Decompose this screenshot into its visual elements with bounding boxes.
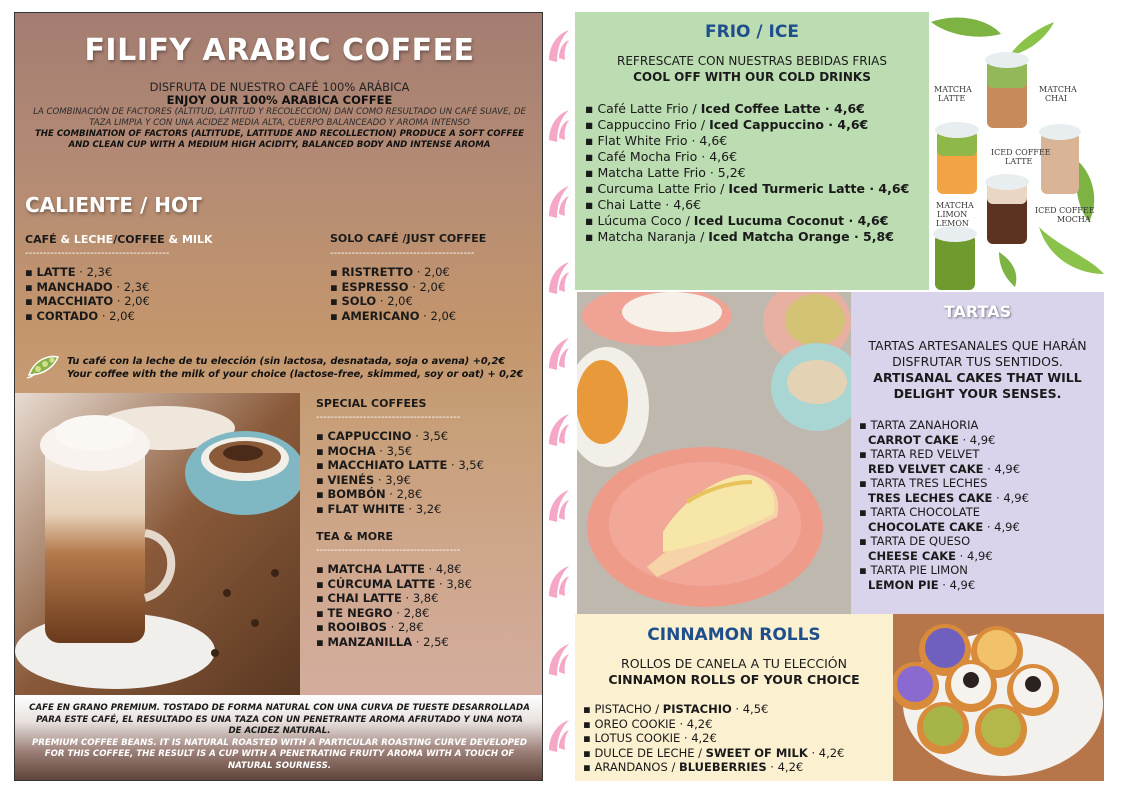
item-name-es: LOTUS COOKIE bbox=[594, 731, 681, 745]
item-price: 2,8€ bbox=[396, 487, 423, 501]
item-price: 2,0€ bbox=[419, 279, 446, 294]
list-item: ▪ FLAT WHITE · 3,2€ bbox=[316, 501, 442, 516]
item-name: MANCHADO bbox=[36, 279, 113, 294]
milk-note-en: Your coffee with the milk of your choice (lactose-free, skimmed, soy or oat) + 0,2€ bbox=[67, 369, 524, 380]
intro-line-es: DISFRUTA DE NUESTRO CAFÉ 100% ARÁBICA bbox=[149, 80, 410, 94]
item-price: 3,5€ bbox=[422, 429, 449, 443]
list-item: ▪ Cappuccino Frio / Iced Cappuccino · 4,6€ bbox=[585, 117, 869, 132]
rolls-list bbox=[583, 702, 844, 775]
cold-section-title: FRIO / ICE bbox=[705, 22, 799, 42]
label-matcha-chai-2: CHAI bbox=[1045, 94, 1068, 103]
pink-swoosh-icon bbox=[545, 564, 571, 600]
beans-note-en: PREMIUM COFFEE BEANS. IT IS NATURAL ROASTED WITH A PARTICULAR ROASTING CURVE DEVELOPED FOR THIS COFFEE, THE RESULT IS A CUP WITH A PENETRATING FRUITY AROMA WITH A TOUCH OF NATURAL SOURNESS. bbox=[31, 737, 528, 771]
list-item: CHEESE CAKE · 4,9€ bbox=[868, 548, 993, 563]
pink-swoosh-icon bbox=[545, 108, 571, 144]
divider: ---------------------------------------- bbox=[316, 412, 461, 423]
solo-coffee-heading: SOLO CAFÉ /JUST COFFEE bbox=[330, 232, 487, 245]
cinnamon-rolls-photo bbox=[893, 614, 1104, 781]
item-price: 4,2€ bbox=[691, 731, 717, 745]
label-matcha-limon-3: LEMON bbox=[936, 219, 969, 228]
label-iced-coffee-mocha-1: ICED COFFEE bbox=[1035, 206, 1095, 215]
list-item: ▪ OREO COOKIE · 4,2€ bbox=[583, 716, 713, 731]
hot-menu-panel bbox=[14, 12, 543, 781]
label-matcha-chai-1: MATCHA bbox=[1039, 85, 1077, 94]
list-item: CARROT CAKE · 4,9€ bbox=[868, 432, 996, 447]
heading-cafe: CAFÉ bbox=[25, 233, 57, 246]
item-price: 2,3€ bbox=[86, 265, 113, 279]
svg-text:MATCHA bbox=[936, 201, 974, 210]
item-price: 2,5€ bbox=[423, 634, 449, 649]
list-item: ▪ Café Latte Frio / Iced Coffee Latte · 4,6€ bbox=[585, 101, 865, 116]
cold-drinks-photo bbox=[929, 12, 1104, 290]
list-item: ▪ SOLO · 2,0€ bbox=[330, 294, 413, 308]
item-price: 4,2€ bbox=[777, 760, 804, 774]
pink-swoosh-icon bbox=[545, 260, 571, 296]
list-item: CHOCOLATE CAKE · 4,9€ bbox=[868, 519, 1020, 534]
rolls-section-title: CINNAMON ROLLS bbox=[647, 625, 821, 645]
item-name-en: SWEET OF MILK bbox=[705, 745, 808, 760]
item-name-es: TARTA ZANAHORIA bbox=[870, 418, 979, 432]
cup-iced-coffee-latte bbox=[1039, 124, 1081, 194]
list-item: ▪ Café Mocha Frio · 4,6€ bbox=[585, 149, 738, 164]
label-matcha-latte-1: MATCHA bbox=[934, 85, 972, 94]
label-iced-coffee-mocha-2: MOCHA bbox=[1057, 215, 1091, 224]
list-item: ▪ MANCHADO · 2,3€ bbox=[25, 279, 150, 294]
list-item: ▪ MATCHA LATTE · 4,8€ bbox=[316, 562, 462, 576]
label-matcha-limon-2: LIMON bbox=[937, 210, 968, 219]
divider: ---------------------------------------- bbox=[316, 545, 461, 556]
item-name: AMERICANO bbox=[341, 308, 420, 323]
item-name-es: TARTA CHOCOLATE bbox=[870, 505, 981, 519]
pink-swoosh-icon bbox=[545, 718, 571, 754]
svg-text:LATTE bbox=[938, 94, 965, 103]
cold-intro-es: REFRESCATE CON NUESTRAS BEBIDAS FRIAS bbox=[617, 54, 887, 68]
intro-desc-es: LA COMBINACIÓN DE FACTORES (ALTITUD, LATITUD Y RECOLECCIÓN) DAN COMO RESULTADO UN CAFÉ SUAVE, DE TAZA LIMPIA Y CON UNA ACIDEZ MEDIA ALTA, CUERPO BALANCEADO Y AROMA INTENSO bbox=[33, 107, 526, 128]
milk-coffee-list bbox=[25, 265, 150, 323]
cakes-intro-es: TARTAS ARTESANALES QUE HARÁN DISFRUTAR TUS SENTIDOS. bbox=[868, 338, 1087, 369]
cinnamon-rolls-panel bbox=[575, 614, 893, 781]
item-name-es: TARTA TRES LECHES bbox=[870, 476, 988, 490]
item-name: CORTADO bbox=[36, 308, 99, 323]
item-name-en: Iced Lucuma Coconut · 4,6€ bbox=[693, 213, 889, 228]
item-name-es: Lúcuma Coco / bbox=[597, 213, 694, 228]
pink-swoosh-icon bbox=[545, 642, 571, 678]
cup-matcha-chai bbox=[985, 52, 1029, 128]
item-name-en: Iced Turmeric Latte · 4,6€ bbox=[728, 181, 910, 196]
item-price: 2,0€ bbox=[430, 308, 457, 323]
special-coffees-heading: SPECIAL COFFEES bbox=[316, 397, 427, 410]
divider: ---------------------------------------- bbox=[25, 248, 170, 259]
item-price: 4,2€ bbox=[686, 716, 713, 731]
item-price: 4,2€ bbox=[818, 745, 845, 760]
soy-bean-icon bbox=[25, 351, 61, 381]
label-matcha-latte-2: LATTE bbox=[938, 94, 966, 103]
item-price: 4,9€ bbox=[949, 577, 976, 592]
list-item: ▪ Curcuma Latte Frio / Iced Turmeric Latte · 4,6€ bbox=[585, 181, 910, 196]
special-coffees-list bbox=[316, 429, 538, 516]
item-name: CAPPUCCINO bbox=[327, 429, 412, 443]
pink-swoosh-icon bbox=[545, 336, 571, 372]
cold-intro bbox=[575, 53, 929, 85]
item-price: 2,0€ bbox=[109, 308, 135, 323]
list-item: ▪ ROOIBOS · 2,8€ bbox=[316, 620, 424, 634]
cakes-list bbox=[859, 418, 1029, 592]
list-item: ▪ VIENÉS · 3,9€ bbox=[316, 472, 411, 487]
cakes-section-title: TARTAS bbox=[943, 302, 1012, 321]
heading-milk: & MILK bbox=[164, 233, 213, 246]
cakes-intro bbox=[851, 338, 1104, 402]
hot-section-title: CALIENTE / HOT bbox=[25, 193, 202, 217]
item-price: 2,8€ bbox=[397, 620, 424, 634]
svg-text:MATCHA bbox=[1039, 85, 1077, 94]
item-name: MANZANILLA bbox=[327, 634, 413, 649]
list-item: ▪ Flat White Frio · 4,6€ bbox=[585, 133, 728, 148]
item-name: VIENÉS bbox=[327, 472, 375, 487]
rolls-intro-es: ROLLOS DE CANELA A TU ELECCIÓN bbox=[621, 656, 847, 671]
list-item: ▪ MACCHIATO · 2,0€ bbox=[25, 294, 150, 308]
item-name: SOLO bbox=[341, 294, 377, 308]
intro-desc-en: THE COMBINATION OF FACTORS (ALTITUDE, LATITUDE AND RECOLLECTION) PRODUCE A SOFT COFFEE AND CLEAN CUP WITH A MEDIUM HIGH ACIDITY, BALANCED BODY AND INTENSE AROMA bbox=[34, 129, 525, 150]
item-name-es: TARTA DE QUESO bbox=[870, 534, 971, 548]
list-item: ▪ TARTA RED VELVET bbox=[859, 447, 980, 461]
item-name-en: Iced Coffee Latte · 4,6€ bbox=[700, 101, 865, 116]
item-name-en: CHEESE CAKE bbox=[868, 548, 957, 563]
list-item: ▪ TARTA ZANAHORIA bbox=[859, 418, 979, 432]
list-item: RED VELVET CAKE · 4,9€ bbox=[868, 461, 1021, 476]
item-name: LATTE bbox=[36, 265, 76, 279]
svg-text:ICED COFFEE bbox=[991, 148, 1051, 157]
pink-swoosh-icon bbox=[545, 184, 571, 220]
cup-iced-coffee-mocha bbox=[985, 174, 1029, 244]
list-item: ▪ Lúcuma Coco / Iced Lucuma Coconut · 4,6€ bbox=[585, 213, 889, 228]
item-price: 4,9€ bbox=[1003, 490, 1029, 505]
item-name-es: PISTACHO / bbox=[594, 702, 663, 716]
heading-leche: & LECHE bbox=[56, 233, 114, 246]
list-item: ▪ TARTA DE QUESO bbox=[859, 534, 971, 548]
brand-title: FILIFY ARABIC COFFEE bbox=[84, 33, 475, 68]
svg-text:LEMON bbox=[936, 219, 969, 228]
item-name: MACCHIATO bbox=[36, 294, 114, 308]
item-name: MACCHIATO LATTE bbox=[327, 458, 448, 472]
item-price: 4,9€ bbox=[969, 432, 996, 447]
cup-matcha-latte bbox=[935, 122, 979, 194]
item-name: ROOIBOS bbox=[327, 620, 387, 634]
list-item: ▪ DULCE DE LECHE / SWEET OF MILK · 4,2€ bbox=[583, 745, 845, 760]
cold-drinks-list bbox=[585, 101, 909, 245]
svg-text:CHAI bbox=[1045, 94, 1067, 103]
list-item: ▪ CAPPUCCINO · 3,5€ bbox=[316, 429, 449, 443]
list-item: ▪ CÚRCUMA LATTE · 3,8€ bbox=[316, 576, 472, 591]
item-name: MOCHA bbox=[327, 443, 376, 458]
item-name-es: Matcha Naranja / bbox=[597, 229, 709, 244]
item-name-en: BLUEBERRIES bbox=[678, 760, 767, 774]
list-item: LEMON PIE · 4,9€ bbox=[868, 577, 976, 592]
intro-block bbox=[25, 81, 534, 151]
item-name-en: CARROT CAKE bbox=[868, 432, 959, 447]
list-item: ▪ MACCHIATO LATTE · 3,5€ bbox=[316, 458, 484, 472]
list-item: ▪ LATTE · 2,3€ bbox=[25, 265, 113, 279]
list-item: ▪ TE NEGRO · 2,8€ bbox=[316, 605, 430, 620]
item-name-es: Curcuma Latte Frio / bbox=[597, 181, 729, 196]
item-name-es: Café Latte Frio / bbox=[597, 101, 701, 116]
item-price: 3,9€ bbox=[385, 472, 411, 487]
cold-intro-en: COOL OFF WITH OUR COLD DRINKS bbox=[633, 70, 871, 84]
list-item: ▪ Matcha Latte Frio · 5,2€ bbox=[585, 165, 746, 180]
list-item: ▪ TARTA CHOCOLATE bbox=[859, 505, 981, 519]
tea-heading: TEA & MORE bbox=[316, 530, 394, 543]
pink-swoosh-icon bbox=[545, 488, 571, 524]
item-name-es: TARTA RED VELVET bbox=[870, 447, 980, 461]
divider: ---------------------------------------- bbox=[330, 248, 475, 259]
list-item: TRES LECHES CAKE · 4,9€ bbox=[868, 490, 1029, 505]
special-coffee-block bbox=[316, 397, 538, 649]
item-name: BOMBÓN bbox=[327, 487, 386, 501]
list-item: ▪ MOCHA · 3,5€ bbox=[316, 443, 413, 458]
item-price: 4,9€ bbox=[994, 461, 1021, 476]
item-price: 2,3€ bbox=[123, 279, 150, 294]
item-name-en: Iced Matcha Orange · 5,8€ bbox=[708, 229, 894, 244]
item-price: 3,8€ bbox=[446, 576, 472, 591]
label-matcha-limon-1: MATCHA bbox=[936, 201, 974, 210]
item-name-es: Cappuccino Frio / bbox=[597, 117, 710, 132]
intro-line-en: ENJOY OUR 100% ARABICA COFFEE bbox=[166, 93, 393, 107]
item-price: 3,2€ bbox=[415, 501, 442, 516]
item-name: ESPRESSO bbox=[341, 279, 409, 294]
item-price: 2,0€ bbox=[124, 294, 150, 308]
item-price: 4,9€ bbox=[994, 519, 1020, 534]
list-item: ▪ Chai Latte · 4,6€ bbox=[585, 197, 702, 212]
list-item: ▪ RISTRETTO · 2,0€ bbox=[330, 265, 450, 279]
item-name-es: Chai Latte · 4,6€ bbox=[597, 197, 702, 212]
list-item: ▪ CHAI LATTE · 3,8€ bbox=[316, 591, 439, 605]
pink-swoosh-icon bbox=[545, 28, 571, 64]
item-price: 4,9€ bbox=[967, 548, 993, 563]
item-price: 3,5€ bbox=[458, 458, 484, 472]
coffee-photo bbox=[15, 393, 300, 695]
item-name-es: DULCE DE LECHE / bbox=[594, 745, 706, 760]
item-name-es: ARANDANOS / bbox=[594, 760, 679, 774]
item-price: 4,8€ bbox=[435, 562, 462, 576]
solo-coffee-list bbox=[330, 265, 456, 323]
premium-beans-note bbox=[15, 695, 543, 781]
item-name: MATCHA LATTE bbox=[327, 562, 425, 576]
lemon-pie-photo bbox=[577, 292, 851, 614]
beans-note-es: CAFE EN GRANO PREMIUM. TOSTADO DE FORMA NATURAL CON UNA CURVA DE TUESTE DESARROLLADA PARA ESTE CAFÉ, EL RESULTADO ES UNA TAZA CON UN PENETRANTE AROMA AFRUTADO Y UNA NOTA DE ACIDEZ NATURAL. bbox=[29, 703, 530, 736]
milk-coffee-heading bbox=[25, 233, 213, 246]
item-name-es: Matcha Latte Frio · 5,2€ bbox=[597, 165, 746, 180]
list-item: ▪ PISTACHO / PISTACHIO · 4,5€ bbox=[583, 702, 769, 716]
item-name: CHAI LATTE bbox=[327, 591, 402, 605]
list-item: ▪ TARTA TRES LECHES bbox=[859, 476, 988, 490]
list-item: ▪ BOMBÓN · 2,8€ bbox=[316, 487, 423, 501]
item-name: FLAT WHITE bbox=[327, 501, 405, 516]
svg-text:LATTE bbox=[1005, 157, 1032, 166]
list-item: ▪ TARTA PIE LIMON bbox=[859, 563, 968, 577]
item-name-en: Iced Cappuccino · 4,6€ bbox=[709, 117, 869, 132]
pink-swoosh-icon bbox=[545, 412, 571, 448]
item-name-en: CHOCOLATE CAKE bbox=[868, 519, 984, 534]
svg-text:MATCHA bbox=[934, 85, 972, 94]
cakes-panel bbox=[851, 292, 1104, 614]
item-name: CÚRCUMA LATTE bbox=[327, 576, 436, 591]
list-item: ▪ AMERICANO · 2,0€ bbox=[330, 308, 457, 323]
heading-coffee: /COFFEE bbox=[113, 233, 165, 246]
item-name-es: Flat White Frio · 4,6€ bbox=[597, 133, 728, 148]
item-name-es: Café Mocha Frio · 4,6€ bbox=[597, 149, 738, 164]
item-price: 4,5€ bbox=[742, 702, 769, 716]
item-price: 2,8€ bbox=[403, 605, 430, 620]
item-name-en: LEMON PIE bbox=[868, 577, 939, 592]
item-price: 3,5€ bbox=[386, 443, 413, 458]
rolls-intro-en: CINNAMON ROLLS OF YOUR CHOICE bbox=[608, 672, 860, 687]
item-name-es: TARTA PIE LIMON bbox=[870, 563, 968, 577]
list-item: ▪ LOTUS COOKIE · 4,2€ bbox=[583, 731, 717, 745]
label-iced-coffee-latte-1: ICED COFFEE bbox=[991, 148, 1051, 157]
svg-text:ICED COFFEE bbox=[1035, 206, 1095, 215]
list-item: ▪ CORTADO · 2,0€ bbox=[25, 308, 135, 323]
list-item: ▪ ARANDANOS / BLUEBERRIES · 4,2€ bbox=[583, 760, 804, 774]
milk-option-note bbox=[67, 355, 537, 381]
svg-text:MOCHA bbox=[1057, 215, 1091, 224]
item-name-en: PISTACHIO bbox=[662, 702, 732, 716]
item-price: 2,0€ bbox=[387, 294, 413, 308]
svg-text:LIMON bbox=[937, 210, 967, 219]
cakes-intro-en: ARTISANAL CAKES THAT WILL DELIGHT YOUR SENSES. bbox=[873, 370, 1082, 401]
milk-note-es: Tu café con la leche de tu elección (sin lactosa, desnatada, soja o avena) +0,2€ bbox=[67, 356, 506, 367]
tea-list bbox=[316, 562, 538, 649]
list-item: ▪ Matcha Naranja / Iced Matcha Orange · 5,8€ bbox=[585, 229, 894, 244]
item-name-es: OREO COOKIE bbox=[594, 716, 676, 731]
label-iced-coffee-latte-2: LATTE bbox=[1005, 157, 1033, 166]
item-name-en: RED VELVET CAKE bbox=[868, 461, 984, 476]
item-name: TE NEGRO bbox=[327, 605, 393, 620]
cold-drinks-panel bbox=[575, 12, 929, 290]
list-item: ▪ MANZANILLA · 2,5€ bbox=[316, 634, 449, 649]
item-name: RISTRETTO bbox=[341, 265, 414, 279]
item-price: 3,8€ bbox=[412, 591, 439, 605]
rolls-intro bbox=[575, 656, 893, 688]
item-price: 2,0€ bbox=[424, 265, 450, 279]
item-name-en: TRES LECHES CAKE bbox=[868, 490, 993, 505]
cup-matcha-limon bbox=[933, 226, 977, 290]
list-item: ▪ ESPRESSO · 2,0€ bbox=[330, 279, 446, 294]
